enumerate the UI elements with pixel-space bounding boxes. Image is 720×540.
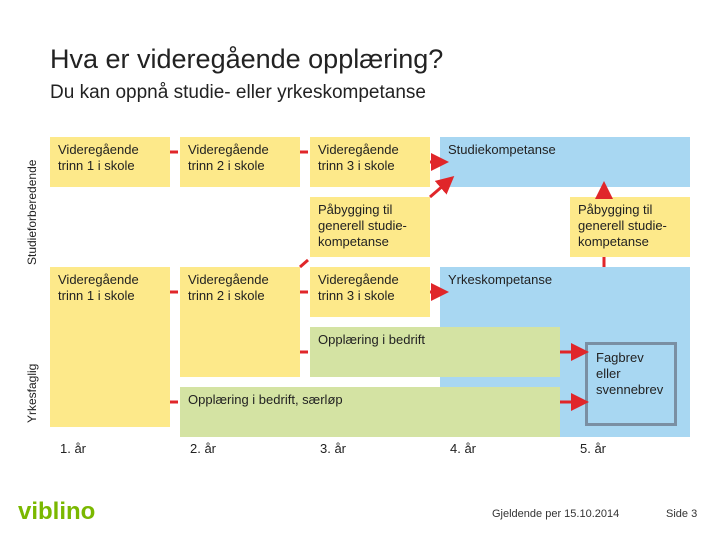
- studie-vg2-box: Videregående trinn 2 i skole: [180, 137, 300, 187]
- footer-page-number: Side 3: [666, 508, 698, 520]
- label-studieforberedende: Studieforberedende: [25, 159, 39, 265]
- yrke-vg3-box: Videregående trinn 3 i skole: [310, 267, 430, 317]
- year-label-4: 4. år: [450, 441, 477, 456]
- viblino-logo: viblino: [18, 498, 96, 525]
- year-label-2: 2. år: [190, 441, 217, 456]
- label-yrkesfaglig: Yrkesfaglig: [25, 363, 39, 423]
- year-label-3: 3. år: [320, 441, 347, 456]
- studie-vg3-box: Videregående trinn 3 i skole: [310, 137, 430, 187]
- arrow-pabygg-studie: [430, 178, 452, 197]
- year-label-5: 5. år: [580, 441, 607, 456]
- studiekompetanse-box: Studiekompetanse: [440, 137, 690, 187]
- arrow-y2-pabygg: [300, 260, 308, 267]
- pabygging-box-5: Påbygging til generell studie-kompetanse: [570, 197, 690, 257]
- year-label-1: 1. år: [60, 441, 87, 456]
- fagbrev-box: Fagbrev eller svennebrev: [585, 342, 677, 426]
- opplaering-saerlop-box: Opplæring i bedrift, særløp: [180, 387, 560, 437]
- studie-vg1-box: Videregående trinn 1 i skole: [50, 137, 170, 187]
- page-subtitle: Du kan oppnå studie- eller yrkeskompetanse: [50, 82, 426, 103]
- page-title: Hva er videregående opplæring?: [50, 44, 444, 74]
- yrke-vg1-box: Videregående trinn 1 i skole: [50, 267, 170, 427]
- opplaering-i-bedrift-box: Opplæring i bedrift: [310, 327, 560, 377]
- footer-date: Gjeldende per 15.10.2014: [492, 508, 620, 520]
- yrke-vg2-box: Videregående trinn 2 i skole: [180, 267, 300, 377]
- pabygging-box-3: Påbygging til generell studie-kompetanse: [310, 197, 430, 257]
- yrkeskompetanse-box: Yrkeskompetanse: [440, 267, 690, 317]
